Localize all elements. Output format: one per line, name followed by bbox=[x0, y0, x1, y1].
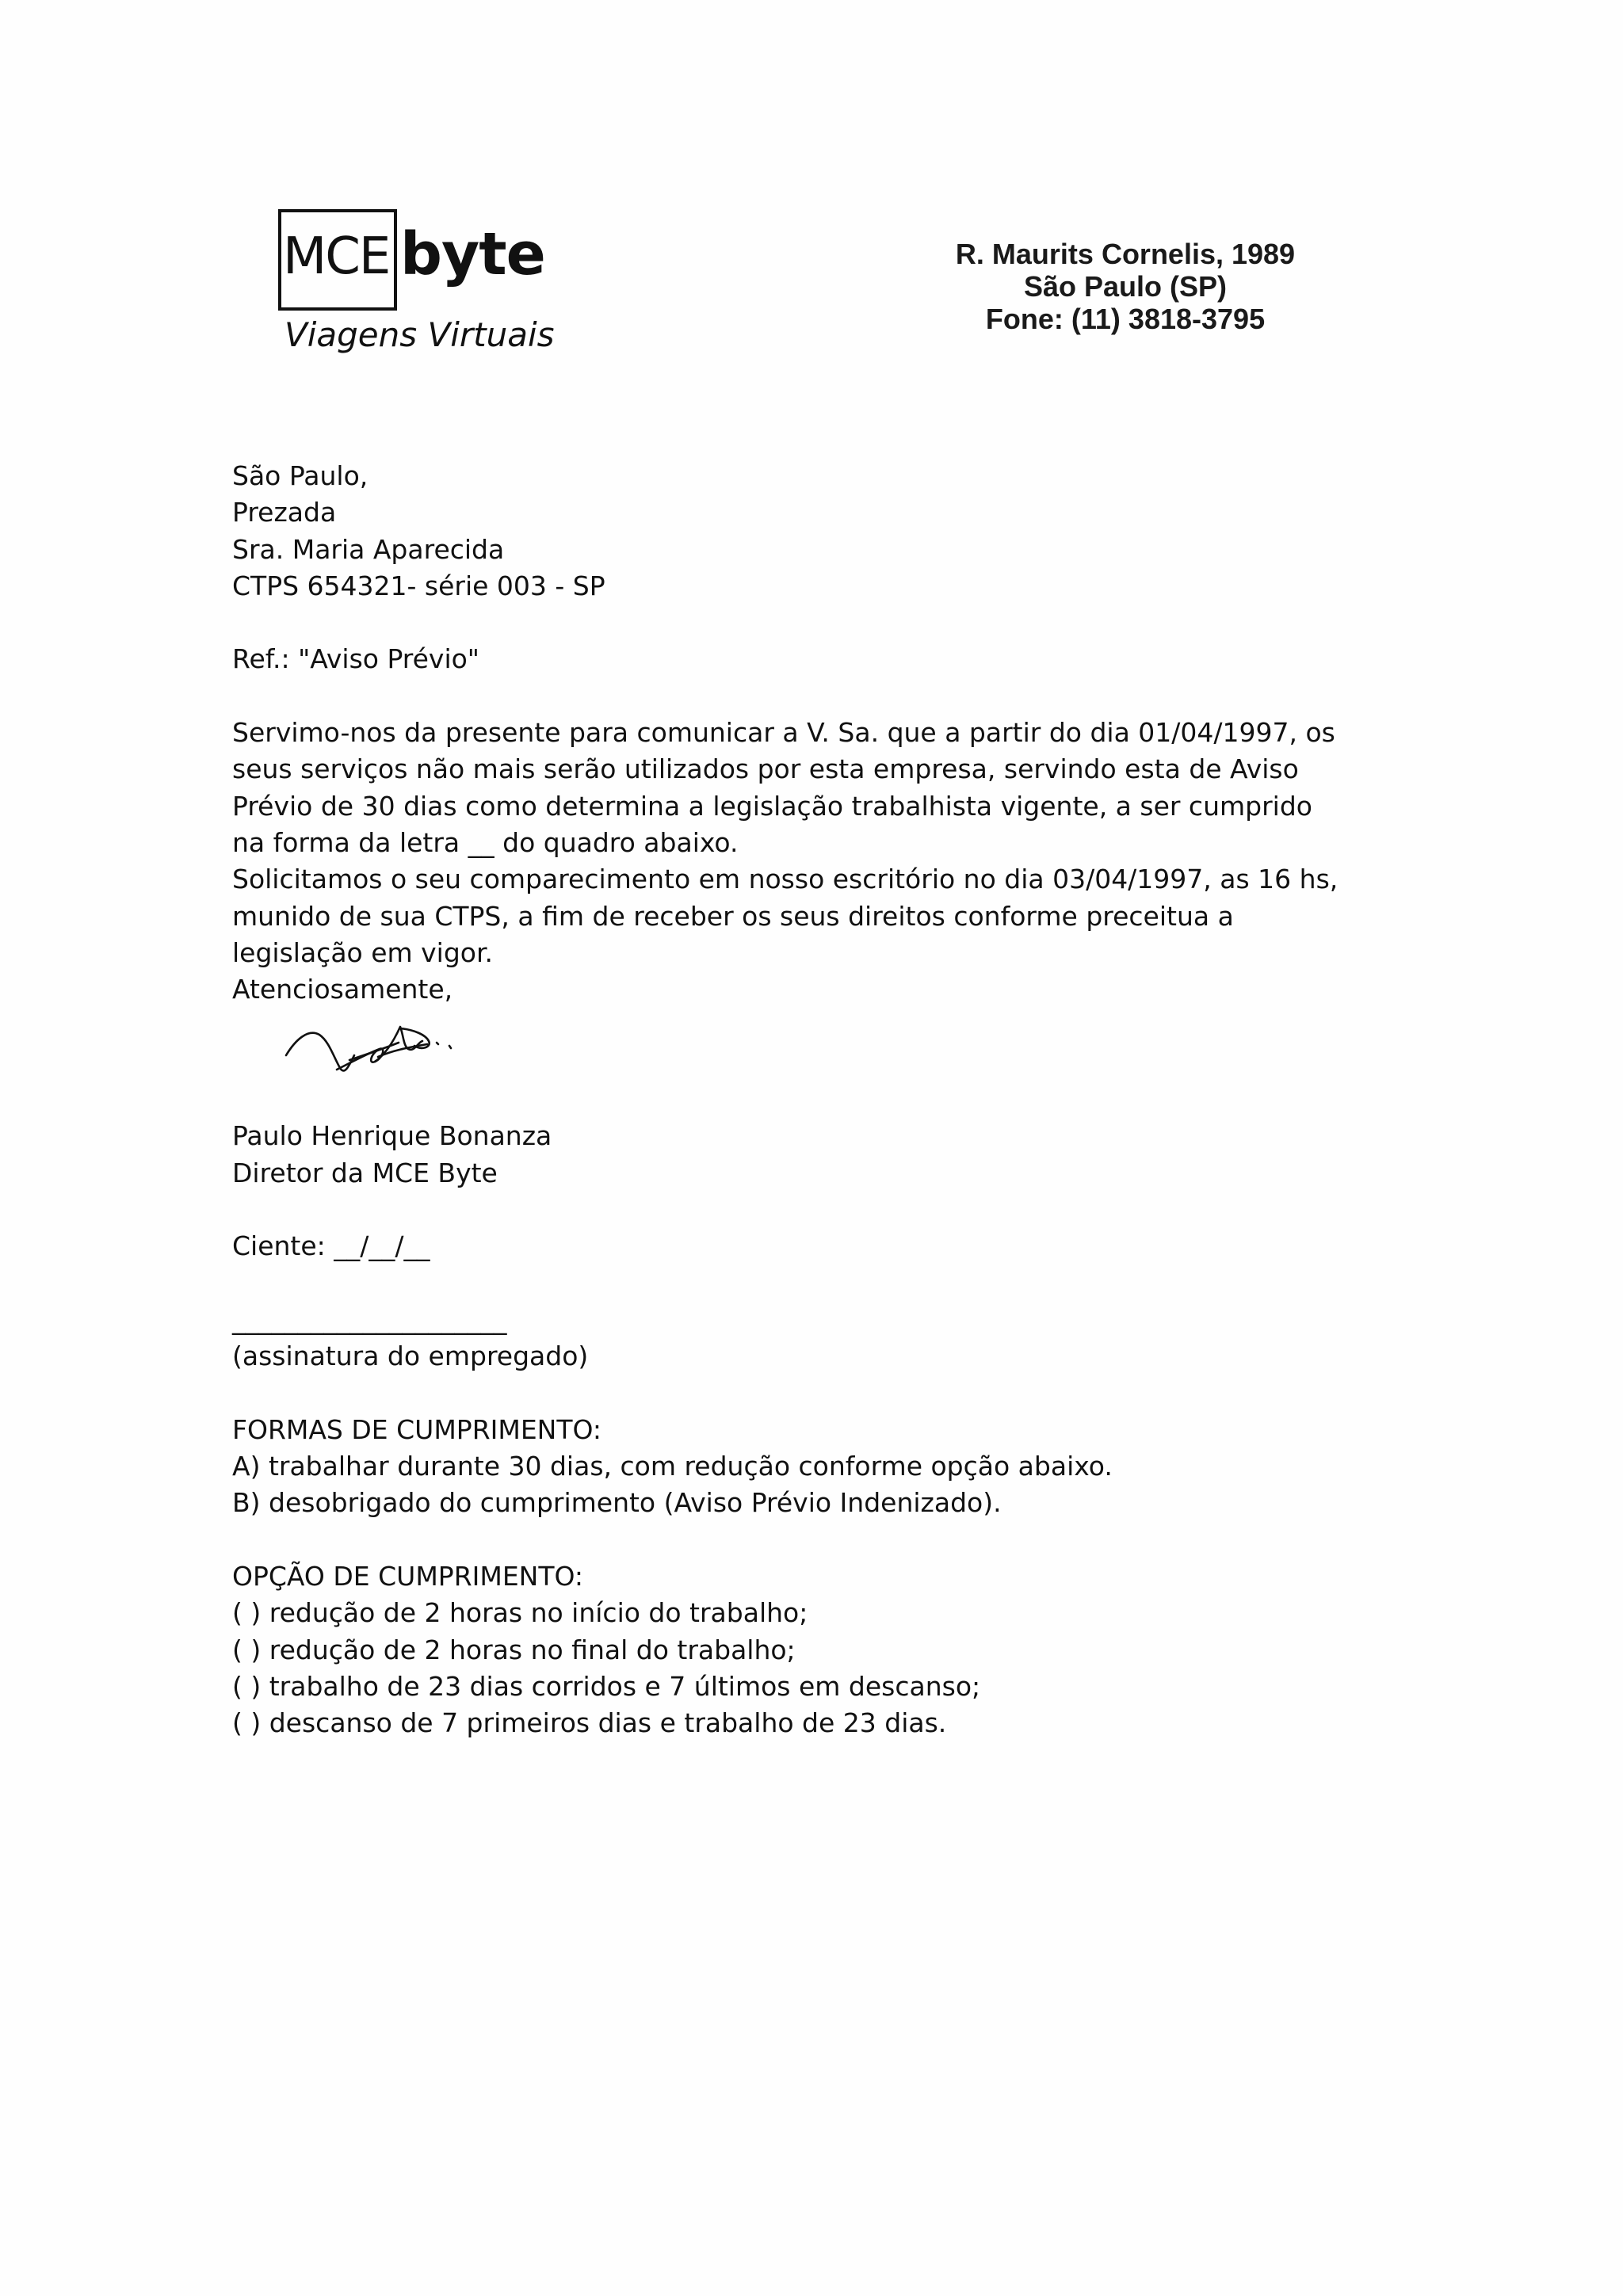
company-address bbox=[911, 238, 1339, 335]
opcao-item: ( ) redução de 2 horas no início do trabalho; bbox=[232, 1597, 808, 1629]
opcao-heading: OPÇÃO DE CUMPRIMENTO: bbox=[232, 1561, 584, 1592]
logo-mce-text: MCE bbox=[283, 227, 390, 286]
opcao-item: ( ) trabalho de 23 dias corridos e 7 últimos em descanso; bbox=[232, 1670, 981, 1702]
address-city: São Paulo (SP) bbox=[1023, 270, 1228, 303]
paragraph-line: Prévio de 30 dias como determina a legislação trabalhista vigente, a ser cumprido bbox=[232, 790, 1312, 822]
letter-ctps: CTPS 654321- série 003 - SP bbox=[232, 570, 605, 601]
letter-salutation: Prezada bbox=[232, 497, 337, 528]
employee-signature-caption: (assinatura do empregado) bbox=[232, 1341, 589, 1372]
handwritten-signature bbox=[232, 1008, 1373, 1118]
letter-place: São Paulo, bbox=[232, 460, 369, 491]
employee-signature-line: _____________________ bbox=[232, 1303, 507, 1335]
letter-recipient: Sra. Maria Aparecida bbox=[232, 533, 505, 565]
formas-item: A) trabalhar durante 30 dias, com redução conforme opção abaixo. bbox=[232, 1451, 1113, 1482]
logo-tagline: Viagens Virtuais bbox=[285, 315, 555, 354]
ciente-date-field: Ciente: __/__/__ bbox=[232, 1230, 430, 1262]
letter-body bbox=[232, 458, 1373, 1742]
paragraph-line: na forma da letra __ do quadro abaixo. bbox=[232, 826, 739, 858]
paragraph-line: legislação em vigor. bbox=[232, 936, 494, 968]
paragraph-line: seus serviços não mais serão utilizados por esta empresa, servindo esta de Aviso bbox=[232, 753, 1299, 785]
formas-section bbox=[232, 1412, 1373, 1522]
paragraph-line: Solicitamos o seu comparecimento em nosso escritório no dia 03/04/1997, as 16 hs, bbox=[232, 864, 1338, 895]
paragraph-line: munido de sua CTPS, a fim de receber os seus direitos conforme preceitua a bbox=[232, 900, 1234, 932]
opcao-item: ( ) redução de 2 horas no final do trabalho; bbox=[232, 1634, 796, 1665]
address-phone: Fone: (11) 3818-3795 bbox=[985, 303, 1266, 335]
letter-paragraph bbox=[232, 715, 1373, 1008]
formas-heading: FORMAS DE CUMPRIMENTO: bbox=[232, 1413, 602, 1445]
logo-byte-text: byte bbox=[400, 220, 545, 288]
opcao-section bbox=[232, 1558, 1373, 1741]
letter-closing: Atenciosamente, bbox=[232, 974, 453, 1005]
company-logo bbox=[275, 208, 568, 366]
formas-item: B) desobrigado do cumprimento (Aviso Prévio Indenizado). bbox=[232, 1487, 1002, 1519]
signer-title: Diretor da MCE Byte bbox=[232, 1157, 498, 1188]
signature-icon bbox=[281, 1009, 464, 1081]
opcao-item: ( ) descanso de 7 primeiros dias e trabalho de 23 dias. bbox=[232, 1707, 947, 1739]
paragraph-line: Servimo-nos da presente para comunicar a V. Sa. que a partir do dia 01/04/1997, os bbox=[232, 717, 1335, 749]
letter-reference: Ref.: "Aviso Prévio" bbox=[232, 643, 479, 675]
address-street: R. Maurits Cornelis, 1989 bbox=[955, 238, 1296, 270]
signer-name: Paulo Henrique Bonanza bbox=[232, 1120, 552, 1152]
